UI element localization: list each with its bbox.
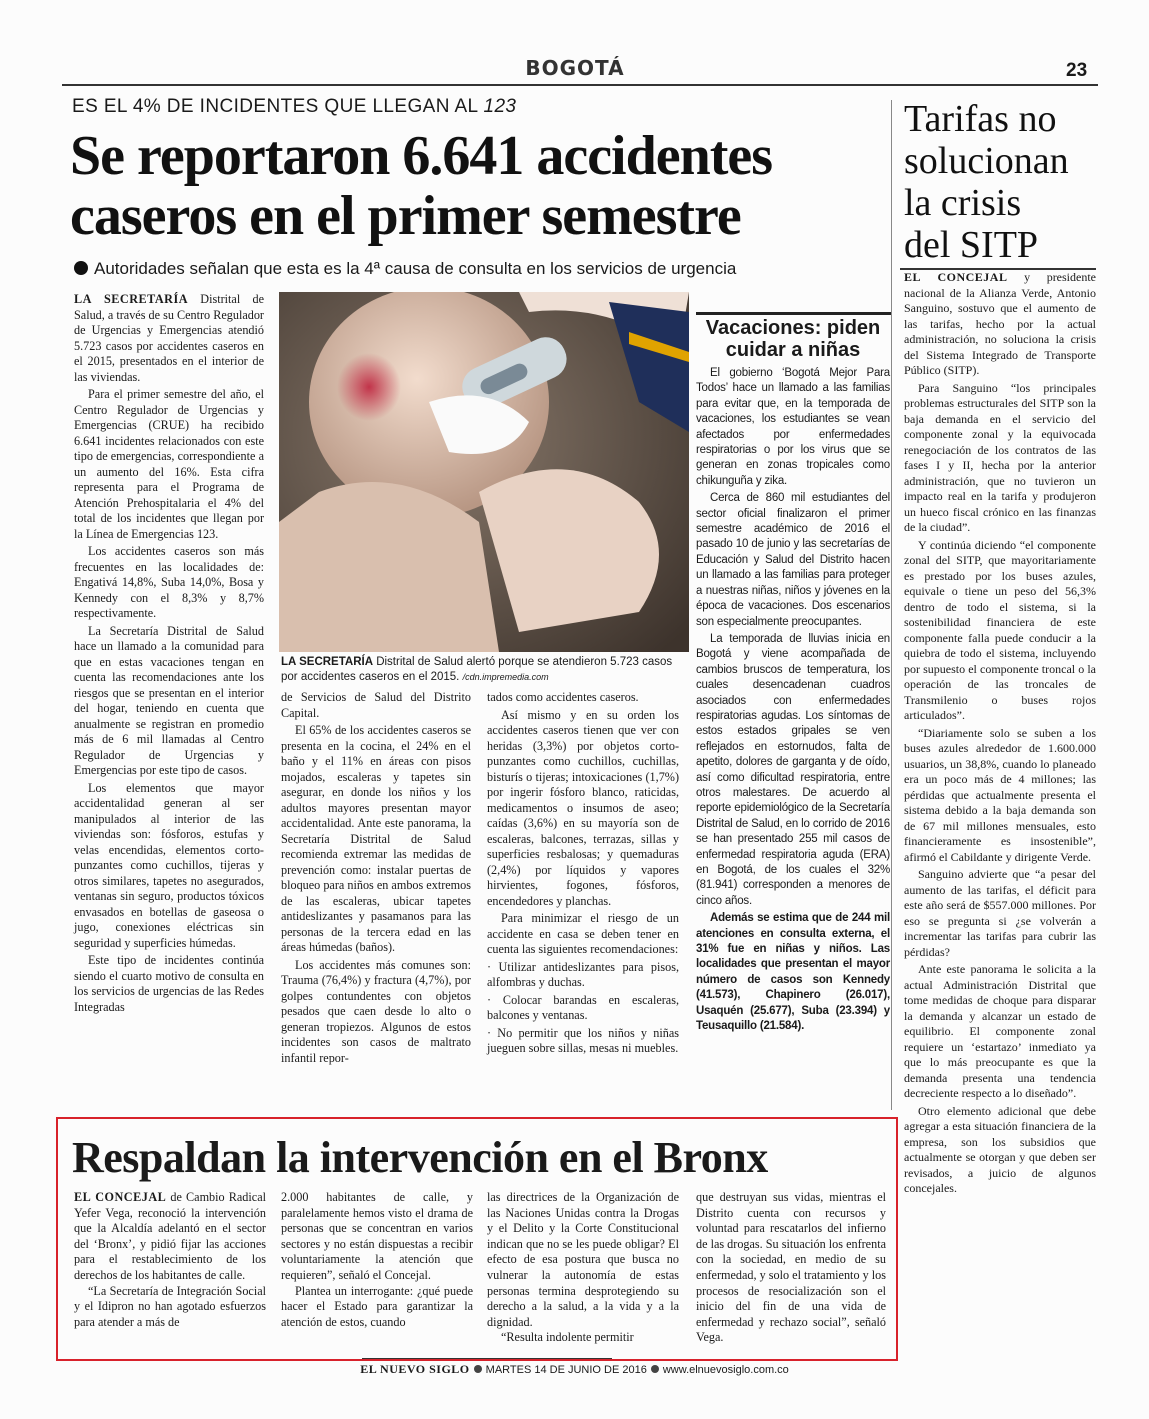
photo-caption: LA SECRETARÍA Distrital de Salud alertó porque se atendieron 5.723 casos por accidentes caseros en el 2015. /cdn.impremedia.com (281, 656, 673, 683)
footer-rule (362, 1358, 612, 1359)
footer-brand: EL NUEVO SIGLO (360, 1362, 470, 1376)
lead-in: LA SECRETARÍA (74, 292, 189, 306)
paragraph: tados como accidentes caseros. (487, 690, 639, 704)
headline-line-2: caseros en el primer semestre (70, 185, 741, 247)
article-kicker: ES EL 4% DE INCIDENTES QUE LLEGAN AL 123 (72, 96, 517, 117)
article-subhead: Autoridades señalan que esta es la 4ª causa de consulta en los servicios de urgencia (74, 259, 894, 279)
recommendation-item: · Utilizar antideslizantes para pisos, alfombras y duchas. (487, 959, 679, 989)
paragraph: Así mismo y en su orden los accidentes caseros tienen que ver con heridas (3,3%) por objetos corto-punzantes como cuchillos, cuchillas, bisturís o tijeras; intoxicaciones (1,7%) por ingerir fósforo blanco, raticidas, medicamentos o insumos de aseo; caídas (3,6%) en su mayoría son de escaleras, balcones, terrazas, sillas y superficies resbalosas; y quemaduras (2,4%) por líquidos y vapores hirvientes, fogones, fósforos, encendedores y planchas. (487, 707, 679, 908)
article-headline (70, 126, 880, 246)
page-number: 23 (1066, 60, 1088, 81)
sidebar-rule (696, 312, 892, 315)
paragraph: Los accidentes caseros son más frecuentes en las localidades de: Engativá 14,8%, Suba 14,0%, Bosa y Kennedy con el 8,3% y 8,7% respectivamente. (74, 544, 264, 620)
lead-in: EL CONCEJAL (904, 270, 1008, 284)
paragraph: Ante este panorama le solicita a la actual Administración Distrital que tome medidas de choque para disparar la demanda y alcanzar un estado de equilibrio. El componente zonal requiere un ‘estartazo’ inmediato ya que lo más preocupante es que la demanda presenta una tendencia decreciente respecto a lo diseñado”. (904, 962, 1096, 1100)
bronx-column-2 (281, 1190, 473, 1330)
paragraph: Cerca de 860 mil estudiantes del sector oficial finalizaron el primer semestre académico de 2016 el pasado 10 de junio y las secretarías de Educación y Salud del Distrito hacen un llamado a las familias para proteger a nuestras niñas, niños y jóvenes en la época de vacaciones. Dos escenarios son especialmente preocupantes. (696, 492, 890, 628)
paragraph: de Servicios de Salud del Distrito Capital. (281, 690, 471, 720)
footer-url: www.elnuevosiglo.com.co (662, 1364, 789, 1376)
paragraph: La temporada de lluvias inicia en Bogotá y viene acompañada de cambios bruscos de temperatura, los cuales desencadenan cuadros asociados con enfermedades respiratorias agudas. Los síntomas de estos estados gripales se ven reflejados en estornudos, falta de apetito, dolores de garganta y de oído, así como dificultad respiratoria, entre otros malestares. De acuerdo al reporte epidemiológico de la Secretaría Distrital de Salud, en lo corrido de 2016 se han presentado 255 mil casos de enfermedad respiratoria aguda (ERA) en Bogotá, de los cuales el 32% (81.941) corresponden a menores de cinco años. (696, 632, 890, 907)
bronx-column-3 (487, 1190, 679, 1346)
header-rule (62, 84, 1098, 86)
paragraph: Y continúa diciendo “el componente zonal del SITP, que mayoritariamente es prestado por los buses azules, equivale o tiene un peso del 56,3% dentro de todo el sistema, si la sostenibilidad financiera de este componente falla puede conducir a la quiebra de todo el sistema, incluyendo por supuesto el componente troncal o la operación de las troncales de Transmilenio o buses rojos articulados”. (904, 537, 1096, 722)
paragraph: Plantea un interrogante: ¿qué puede hacer el Estado para garantizar la atención de estos, cuando (281, 1283, 473, 1329)
paragraph: que destruyan sus vidas, mientras el Distrito cuenta con recursos y voluntad para rescatarlos del infierno de las drogas. Su situación los enfrenta con la sociedad, en medio de su enfermedad, y solo el tratamiento y los procesos de resocialización son el inicio del fin de una vida de enfermedad y rechazo social”, señaló Vega. (696, 1190, 886, 1345)
paragraph: “Resulta indolente permitir (501, 1330, 634, 1345)
recommendation-item: · Colocar barandas en escaleras, balcones y ventanas. (487, 992, 679, 1022)
separator-icon (651, 1365, 659, 1373)
photo-illustration (279, 292, 689, 652)
bronx-headline: Respaldan la intervención en el Bronx (72, 1133, 768, 1182)
paragraph: Los elementos que mayor accidentalidad generan al ser manipulados al interior de las viviendas son: fósforos, estufas y velas encendidas, elementos corto-punzantes como cuchillos, tijeras y otros similares, tapetes no asegurados, ventanas sin seguro, productos tóxicos envasados en botellas de gaseosa o jugo, conexiones eléctricas sin seguridad y superficies húmedas. (74, 780, 264, 950)
article-column-1: LA SECRETARÍA Distrital de Salud, a través de su Centro Regulador de Urgencias y Emergencias atendió 5.723 casos por accidentes caseros en el 2015, presentados en el interior de las viviendas. Para el primer semestre del año, el Centro Regulador de Urgencias y Emergencias (CRUE) ha recibido 6.641 incidentes relacionados con este tipo de emergencias, correspondiente a un aumento del 16%. Esta cifra representa para el Programa de Atención Prehospitalaria el 4% del total de los incidentes que llegan por la Línea de Emergencias 123. Los accidentes caseros son más frecuentes en las localidades de: Engativá 14,8%, Suba 14,0%, Bosa y Kennedy con el 8,3% y 8,7% respectivamente. La Secretaría Distrital de Salud hace un llamado a la comunidad para que en estas vacaciones tengan en cuenta las recomendaciones ante los riesgos que se presentan en el interior del hogar, teniendo en cuenta que anualmente se registran en promedio más de 6 mil llamadas al Centro Regulador de Urgencias y Emergencias por este tipo de casos. Los elementos que mayor accidentalidad generan al ser manipulados al interior de las viviendas son: fósforos, estufas y velas encendidas, elementos corto-punzantes como cuchillos, tijeras y otros similares, tapetes no asegurados, ventanas sin seguro, productos tóxicos envasados en botellas de gaseosa o jugo, conexiones eléctricas sin seguridad y superficies húmedas. Este tipo de incidentes continúa siendo el cuarto motivo de consulta en los servicios de urgencias de las Redes Integradas (74, 292, 264, 1014)
footer-date: MARTES 14 DE JUNIO DE 2016 (485, 1364, 647, 1376)
bullet-icon (74, 261, 88, 275)
paragraph: El 65% de los accidentes caseros se presenta en la cocina, el 24% en el baño y el 11% en áreas con pisos mojados, escaleras y tapetes sin asegurar, en donde los niños y los adultos mayores presentan mayor accidentalidad. Ante este panorama, la Secretaría Distrital de Salud recomienda extremar las medidas de prevención como: instalar puertas de bloqueo para niños en ambos extremos de las escaleras, ubicar tapetes antideslizantes y pasamanos para las personas de la tercera edad en las áreas húmedas (baños). (281, 723, 471, 954)
article-column-2 (281, 690, 471, 1068)
photo-credit: /cdn.impremedia.com (462, 672, 549, 682)
paragraph: “La Secretaría de Integración Social y el Idipron no han agotado esfuerzos para atender a más de (74, 1283, 266, 1329)
paragraph: Este tipo de incidentes continúa siendo el cuarto motivo de consulta en los servicios de urgencias de las Redes Integradas (74, 953, 264, 1014)
sidebar-body (696, 366, 890, 1036)
paragraph: Para minimizar el riesgo de un accidente en casa se deben tener en cuenta las siguientes recomendaciones: (487, 911, 679, 956)
paragraph: Otro elemento adicional que debe agregar a esta situación financiera de la empresa, son los subsidios que actualmente se otorgan y que deben ser revisados, a juicio de algunos concejales. (904, 1103, 1096, 1195)
article-photo (279, 292, 689, 652)
paragraph: El gobierno ‘Bogotá Mejor Para Todos’ hace un llamado a las familias para evitar que, en la temporada de vacaciones, los estudiantes se vean afectados por enfermedades respiratorias o por los virus que se generan en zonas tropicales como chikunguña y zika. (696, 367, 890, 487)
paragraph: La Secretaría Distrital de Salud hace un llamado a la comunidad para que en estas vacaciones tengan en cuenta las recomendaciones ante los riesgos que se presentan en el interior del hogar, teniendo en cuenta que anualmente se registran en promedio más de 6 mil llamadas al Centro Regulador de Urgencias y Emergencias por este tipo de casos. (74, 623, 264, 777)
tarifas-headline: Tarifas no solucionan la crisis del SITP (904, 98, 1069, 266)
lead-in: EL CONCEJAL (74, 1190, 167, 1204)
headline-line-1: Se reportaron 6.641 accidentes (70, 125, 773, 187)
paragraph: “Diariamente solo se suben a los buses azules alrededor de 1.600.000 usuarios, un 38,8%, cuando lo planeado era un poco más de 4 millones; las pérdidas que actualmente presenta el sistema debido a la baja demanda son de 67 mil millones mensuales, esto financieramente es insostenible”, afirmó el Cabildante y dirigente Verde. (904, 725, 1096, 864)
bronx-column-4 (696, 1190, 886, 1346)
column-divider (891, 100, 892, 1110)
paragraph: Los accidentes más comunes son: Trauma (76,4%) y fractura (4,7%), por golpes contundentes con objetos pesados que caen desde lo alto o generan tropiezos. Algunos de estos incidentes son casos de maltrato infantil repor- (281, 957, 471, 1065)
page-footer (0, 1362, 1149, 1377)
recommendation-item: · No permitir que los niños y niñas jueguen sobre sillas, mesas ni muebles. (487, 1025, 679, 1055)
section-label: BOGOTÁ (525, 56, 625, 80)
paragraph: Además se estima que de 244 mil atenciones en consulta externa, el 31% fue en niñas y niños. Las localidades que presentan el mayor número de casos son Kennedy (41.573), Chapinero (26.017), Usaquén (25.677), Suba (23.394) y Teusaquillo (21.584). (696, 912, 890, 1033)
article-column-3 (487, 690, 679, 1059)
paragraph: Sanguino advierte que “a pesar del aumento de las tarifas, el déficit para este año será de $557.000 millones. Por eso se pregunta si ¿se volverán a incrementar las tarifas para cubrir las pérdidas? (904, 867, 1096, 959)
paragraph: Para el primer semestre del año, el Centro Regulador de Urgencias y Emergencias (CRUE) ha recibido 6.641 incidentes relacionados con este tipo de emergencias, correspondiente a un aumento del 16%. Esta cifra representa para el Programa de Atención Prehospitalaria el 4% del total de los incidentes que llegan por la Línea de Emergencias 123. (74, 387, 264, 541)
separator-icon (474, 1365, 482, 1373)
tarifas-body: EL CONCEJAL y presidente nacional de la Alianza Verde, Antonio Sanguino, sostuvo que el aumento de las tarifas, hecho por la actual administración, no soluciona la crisis del Sistema Integrado de Transporte Público (SITP). Para Sanguino “los principales problemas estructurales del SITP son la baja demanda en el servicio del componente zonal y la equivocada renegociación de los contratos de las fases I y II, hecha por la anterior administración, que no tuvieron un impacto real en la tarifa y produjeron un hueco fiscal crónico en las finanzas de la ciudad”. Y continúa diciendo “el componente zonal del SITP, que mayoritariamente es prestado por los buses azules, equivale o tiene un peso del 56,3% dentro de todo el sistema, si la sostenibilidad financiera de este componente falla puede conducir a la quiebra de todo el sistema, incluyendo por supuesto el componente troncal o la operación de las troncales de Transmilenio o buses rojos articulados”. “Diariamente solo se suben a los buses azules alrededor de 1.600.000 usuarios, un 38,8%, cuando lo planeado era un poco más de 4 millones; las pérdidas que actualmente presenta el sistema debido a la baja demanda son de 67 mil millones mensuales, esto financieramente es insostenible”, afirmó el Cabildante y dirigente Verde. Sanguino advierte que “a pesar del aumento de las tarifas, el déficit para este año será de $557.000 millones. Por eso se pregunta si ¿se volverán a incrementar las tarifas para cubrir las pérdidas? Ante este panorama le solicita a la actual Administración Distrital que tome medidas de choque para disparar la demanda y alcanzar un estado de equilibrio. El componente zonal requiere un ‘estartazo’ inmediato ya que lo más preocupante es que la demanda presenta una tendencia decreciente respecto a lo diseñado”. Otro elemento adicional que debe agregar a esta situación financiera de la empresa, son los subsidios que actualmente se otorgan y que deben ser revisados, a juicio de algunos concejales. (904, 270, 1096, 1195)
paragraph: las directrices de la Organización de las Naciones Unidas contra la Drogas y el Delito y la Corte Constitucional indican que no se les puede obligar? El efecto de esa postura que busca no vulnerar la autonomía de estas personas termina desprotegiendo su derecho a la salud, a la vida y a la dignidad. (487, 1190, 679, 1329)
paragraph: 2.000 habitantes de calle, y paralelamente hemos visto el drama de personas que se concentran en varios sectores y no están dispuestas a recibir voluntariamente la atención que requieren”, señaló el Concejal. (281, 1190, 473, 1282)
sidebar-title: Vacaciones: piden cuidar a niñas (705, 317, 881, 361)
paragraph: Para Sanguino “los principales problemas estructurales del SITP son la baja demanda en el servicio del componente zonal y la equivocada renegociación de los contratos de las fases I y II, hecha por la anterior administración, que no tuvieron un impacto real en la tarifa y produjeron un hueco fiscal crónico en las finanzas de la ciudad”. (904, 380, 1096, 534)
bronx-column-1: EL CONCEJAL de Cambio Radical Yefer Vega, reconoció la intervención que la Alcaldía adelantó en el sector del ‘Bronx’, y pidió fijar las acciones para el restablecimiento de los derechos de los habitantes de calle. “La Secretaría de Integración Social y el Idipron no han agotado esfuerzos para atender a más de (74, 1190, 266, 1329)
